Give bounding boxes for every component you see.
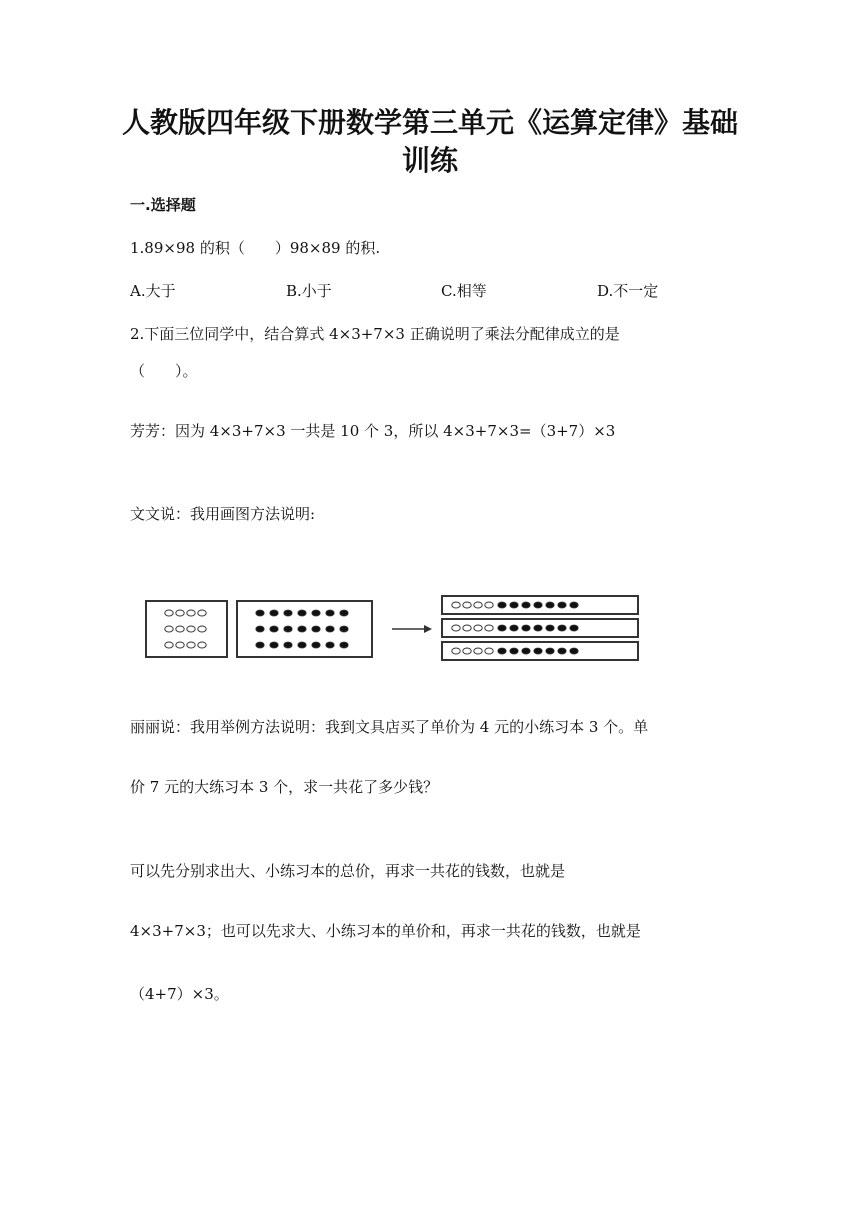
explanation-line-1: 可以先分别求出大、小练习本的总价，再求一共花的钱数，也就是	[130, 862, 566, 880]
filled-dot	[558, 602, 566, 608]
filled-dot	[546, 625, 554, 631]
filled-dot	[558, 625, 566, 631]
section-heading: 一.选择题	[130, 196, 196, 214]
filled-dot	[546, 648, 554, 654]
filled-dot	[522, 625, 530, 631]
filled-dot	[570, 602, 578, 608]
hollow-dot	[187, 626, 195, 632]
filled-dot	[312, 642, 320, 648]
hollow-dot	[198, 626, 206, 632]
filled-dot	[546, 602, 554, 608]
filled-dot	[284, 610, 292, 616]
filled-dot	[340, 626, 348, 632]
filled-dot	[570, 648, 578, 654]
hollow-dot	[463, 648, 471, 654]
q1-option-a: A.大于	[130, 282, 176, 300]
filled-dot	[498, 602, 506, 608]
hollow-dot	[452, 625, 460, 631]
filled-dot	[534, 602, 542, 608]
q1-option-c: C.相等	[441, 282, 487, 300]
fangfang-statement: 芳芳：因为 4×3+7×3 一共是 10 个 3，所以 4×3+7×3=（3+7）×3	[130, 422, 616, 440]
hollow-dot	[198, 610, 206, 616]
filled-dot	[510, 602, 518, 608]
hollow-dot	[165, 626, 173, 632]
hollow-dot	[463, 602, 471, 608]
hollow-dot	[187, 610, 195, 616]
filled-dot	[558, 648, 566, 654]
filled-dot	[312, 626, 320, 632]
hollow-dot	[198, 642, 206, 648]
hollow-dot	[485, 602, 493, 608]
filled-dot	[340, 610, 348, 616]
hollow-dot	[165, 642, 173, 648]
page-title-line2: 训练	[401, 144, 458, 177]
filled-dot	[326, 610, 334, 616]
filled-dot	[256, 610, 264, 616]
filled-dot	[510, 648, 518, 654]
filled-dot	[312, 610, 320, 616]
filled-dot	[256, 642, 264, 648]
filled-dot	[298, 642, 306, 648]
page-title-line1: 人教版四年级下册数学第三单元《运算定律》基础	[121, 106, 738, 139]
explanation-line-3: （4+7）×3。	[130, 985, 229, 1003]
filled-dot	[284, 642, 292, 648]
hollow-dot	[474, 648, 482, 654]
filled-dot	[498, 625, 506, 631]
filled-dot	[284, 626, 292, 632]
hollow-dot	[176, 642, 184, 648]
q1-option-b: B.小于	[286, 282, 332, 300]
lili-statement-cont: 价 7 元的大练习本 3 个，求一共花了多少钱？	[130, 778, 439, 796]
filled-dot	[270, 626, 278, 632]
filled-dot	[570, 625, 578, 631]
filled-dot	[510, 625, 518, 631]
question-1-stem: 1.89×98 的积（ ）98×89 的积.	[130, 239, 381, 257]
filled-dot	[256, 626, 264, 632]
filled-dot	[522, 602, 530, 608]
q1-option-d: D.不一定	[597, 282, 659, 300]
hollow-dot	[463, 625, 471, 631]
question-2-stem: 2.下面三位同学中，结合算式 4×3+7×3 正确说明了乘法分配律成立的是	[130, 325, 620, 343]
hollow-dot	[485, 625, 493, 631]
hollow-dot	[187, 642, 195, 648]
filled-dot	[270, 610, 278, 616]
hollow-dot	[452, 648, 460, 654]
distributive-law-diagram	[130, 585, 650, 665]
hollow-dot	[485, 648, 493, 654]
hollow-dot	[474, 602, 482, 608]
filled-dot	[534, 625, 542, 631]
filled-dot	[298, 610, 306, 616]
filled-dot	[270, 642, 278, 648]
explanation-line-2: 4×3+7×3；也可以先求大、小练习本的单价和，再求一共花的钱数，也就是	[130, 922, 641, 940]
filled-dot	[534, 648, 542, 654]
hollow-dot	[176, 626, 184, 632]
wenwen-statement: 文文说：我用画图方法说明:	[130, 505, 316, 523]
hollow-dot	[474, 625, 482, 631]
filled-dot	[522, 648, 530, 654]
lili-statement: 丽丽说：我用举例方法说明：我到文具店买了单价为 4 元的小练习本 3 个。单	[130, 718, 649, 736]
filled-dot	[326, 642, 334, 648]
hollow-dot	[165, 610, 173, 616]
hollow-dot	[452, 602, 460, 608]
hollow-dot	[176, 610, 184, 616]
filled-dot	[340, 642, 348, 648]
filled-dot	[326, 626, 334, 632]
filled-dot	[298, 626, 306, 632]
right-arrow	[392, 625, 432, 633]
filled-dot	[498, 648, 506, 654]
question-2-stem-cont: （ ）。	[130, 362, 198, 380]
